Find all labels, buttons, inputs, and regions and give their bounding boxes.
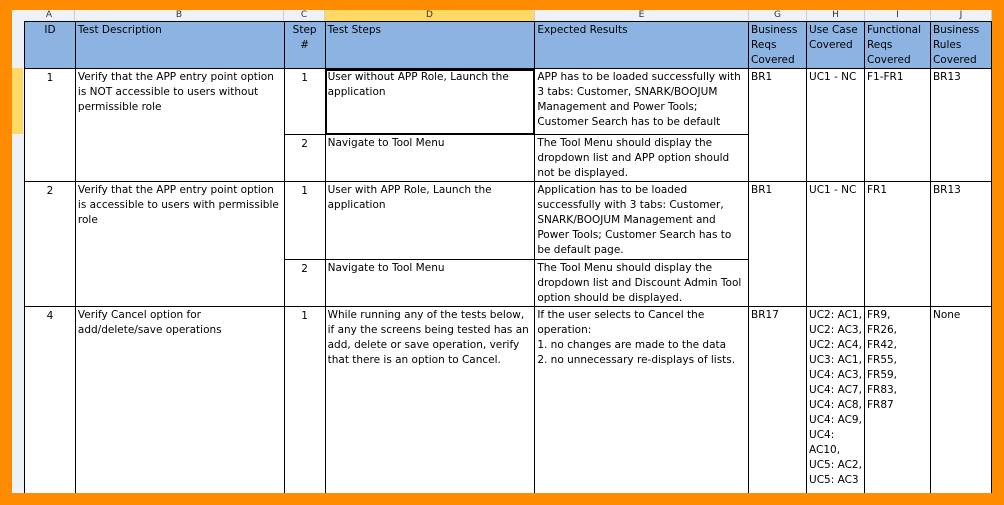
expected-result-cell[interactable]: The Tool Menu should display the dropdown list and Discount Admin Tool option should be displayed. <box>535 260 749 307</box>
business-reqs-cell[interactable]: BR17 <box>749 307 807 494</box>
table-row <box>25 307 992 494</box>
header-business-reqs[interactable]: Business Reqs Covered <box>749 22 807 69</box>
expected-result-cell[interactable]: If the user selects to Cancel the operation: 1. no changes are made to the data 2. no unnecessary re-displays of lists. <box>535 307 749 494</box>
header-functional-reqs[interactable]: Functional Reqs Covered <box>864 22 930 69</box>
functional-reqs-cell[interactable]: FR9, FR26, FR42, FR55, FR59, FR83, FR87 <box>864 307 930 494</box>
selected-row-indicator <box>12 68 23 134</box>
use-case-cell[interactable]: UC2: AC1, UC2: AC3, UC2: AC4, UC3: AC1, UC4: AC3, UC4: AC7, UC4: AC8, UC4: AC9, UC4: AC10, UC5: AC2, UC5: AC3 <box>807 307 865 494</box>
business-reqs-cell[interactable]: BR1 <box>749 182 807 307</box>
expected-result-cell[interactable]: The Tool Menu should display the dropdown list and APP option should not be displayed. <box>535 135 749 182</box>
step-number-cell[interactable]: 2 <box>284 260 325 307</box>
business-reqs-cell[interactable]: BR1 <box>749 69 807 182</box>
column-header-j[interactable]: J <box>931 10 992 21</box>
test-description-cell[interactable]: Verify that the APP entry point option is accessible to users with permissible role <box>75 182 284 307</box>
column-header-g[interactable]: G <box>749 10 807 21</box>
header-step-number[interactable]: Step # <box>284 22 325 69</box>
test-step-cell[interactable]: Navigate to Tool Menu <box>325 135 535 182</box>
header-expected-results[interactable]: Expected Results <box>535 22 749 69</box>
test-id-cell[interactable]: 4 <box>25 307 76 494</box>
step-number-cell[interactable]: 1 <box>284 307 325 494</box>
column-header-e[interactable]: E <box>535 10 749 21</box>
step-number-cell[interactable]: 1 <box>284 69 325 135</box>
header-row <box>25 22 992 69</box>
test-description-cell[interactable]: Verify Cancel option for add/delete/save operations <box>75 307 284 494</box>
test-step-cell[interactable]: User with APP Role, Launch the application <box>325 182 535 260</box>
column-header-d[interactable]: D <box>325 10 535 21</box>
test-step-cell-selected[interactable]: User without APP Role, Launch the application <box>325 69 535 135</box>
use-case-cell[interactable]: UC1 - NC <box>807 69 865 182</box>
column-header-h[interactable]: H <box>807 10 865 21</box>
header-test-description[interactable]: Test Description <box>75 22 284 69</box>
business-rules-cell[interactable]: BR13 <box>930 69 991 182</box>
column-header-i[interactable]: I <box>865 10 931 21</box>
table-row <box>25 182 992 260</box>
functional-reqs-cell[interactable]: F1-FR1 <box>864 69 930 182</box>
test-id-cell[interactable]: 2 <box>25 182 76 307</box>
test-step-cell[interactable]: While running any of the tests below, if any the screens being tested has an add, delete or save operation, verify that there is an option to Cancel. <box>325 307 535 494</box>
test-step-cell[interactable]: Navigate to Tool Menu <box>325 260 535 307</box>
table-row <box>25 69 992 135</box>
spreadsheet-sheet <box>12 10 992 493</box>
test-id-cell[interactable]: 1 <box>25 69 76 182</box>
column-header-a[interactable]: A <box>24 10 75 21</box>
functional-reqs-cell[interactable]: FR1 <box>864 182 930 307</box>
header-business-rules[interactable]: Business Rules Covered <box>930 22 991 69</box>
business-rules-cell[interactable]: BR13 <box>930 182 991 307</box>
header-id[interactable]: ID <box>25 22 76 69</box>
test-description-cell[interactable]: Verify that the APP entry point option is NOT accessible to users without permissible role <box>75 69 284 182</box>
expected-result-cell[interactable]: Application has to be loaded successfully with 3 tabs: Customer, SNARK/BOOJUM Management and Power Tools; Customer Search has to be default page. <box>535 182 749 260</box>
header-use-case[interactable]: Use Case Covered <box>807 22 865 69</box>
column-header-c[interactable]: C <box>284 10 325 21</box>
business-rules-cell[interactable]: None <box>930 307 991 494</box>
step-number-cell[interactable]: 1 <box>284 182 325 260</box>
expected-result-cell[interactable]: APP has to be loaded successfully with 3 tabs: Customer, SNARK/BOOJUM Management and Power Tools; Customer Search has to be default <box>535 69 749 135</box>
test-case-table <box>24 21 992 493</box>
header-test-steps[interactable]: Test Steps <box>325 22 535 69</box>
column-header-b[interactable]: B <box>75 10 284 21</box>
step-number-cell[interactable]: 2 <box>284 135 325 182</box>
use-case-cell[interactable]: UC1 - NC <box>807 182 865 307</box>
